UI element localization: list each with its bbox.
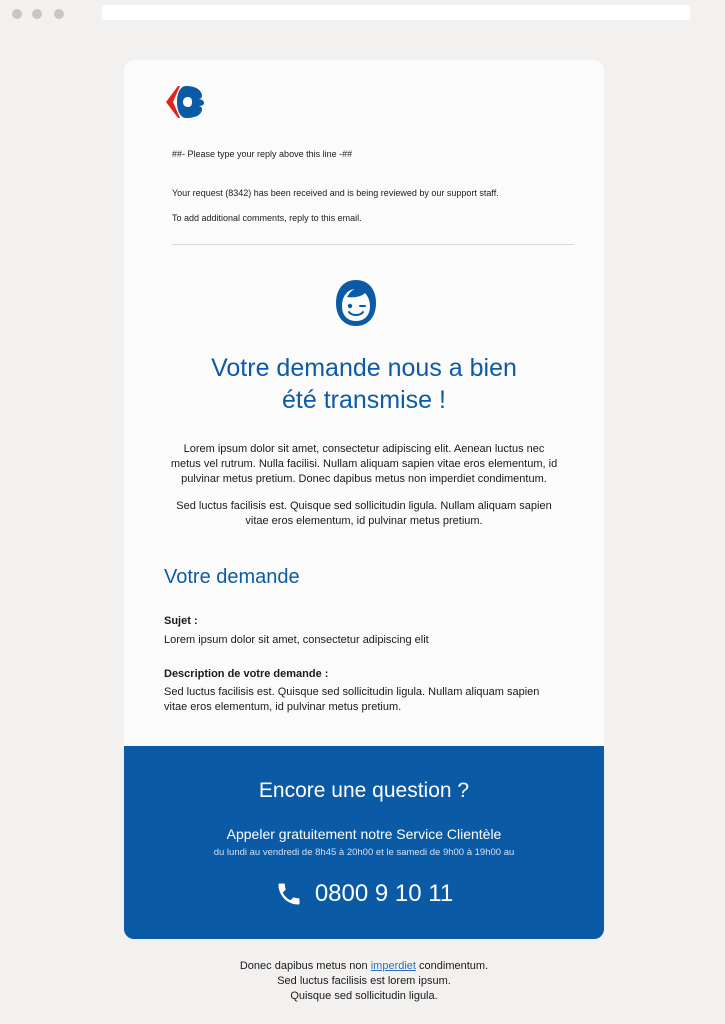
- bottom-line-2: Sed luctus facilisis est lorem ipsum.: [277, 975, 451, 987]
- description-value: [164, 685, 564, 715]
- contact-band: [124, 746, 604, 939]
- carrefour-logo: [164, 84, 220, 120]
- add-comments-text: To add additional comments, reply to this email.: [172, 213, 362, 223]
- reply-marker: ##- Please type your reply above this line -##: [172, 149, 353, 159]
- question-title: Encore une question ?: [258, 779, 470, 802]
- subject-label: Sujet :: [164, 615, 198, 627]
- address-bar[interactable]: [102, 5, 690, 20]
- intro-line-2: metus vel rutrum. Nulla facilisi. Nullam aliquam sapien vitae eros elementum, id: [170, 458, 558, 470]
- subject-value: Lorem ipsum dolor sit amet, consectetur adipiscing elit: [164, 634, 429, 646]
- opening-hours: du lundi au vendredi de 8h45 à 20h00 et le samedi de 9h00 à 19h00 au: [213, 847, 515, 858]
- headline-line-2: été transmise !: [282, 386, 446, 414]
- bottom-line-1-after: condimentum.: [415, 960, 489, 972]
- call-title: Appeler gratuitement notre Service Clientèle: [226, 826, 502, 842]
- window-minimize-dot[interactable]: [32, 9, 42, 19]
- bottom-line-1: [124, 959, 604, 974]
- divider: [172, 244, 574, 245]
- email-card: [124, 60, 604, 939]
- intro-line-3: pulvinar metus pretium. Donec dapibus metus non imperdiet condimentum.: [181, 473, 547, 485]
- window-maximize-dot[interactable]: [54, 9, 64, 19]
- window-close-dot[interactable]: [12, 9, 22, 19]
- second-paragraph: [156, 499, 572, 529]
- description-label: Description de votre demande :: [164, 668, 329, 680]
- smiley-face-icon: [335, 279, 377, 327]
- phone-row[interactable]: [124, 876, 604, 912]
- phone-icon: [275, 880, 303, 908]
- headline: [144, 352, 584, 416]
- bottom-line-3: Quisque sed sollicitudin ligula.: [290, 990, 438, 1002]
- request-received-text: Your request (8342) has been received and is being reviewed by our support staff.: [172, 188, 499, 198]
- intro-line-1: Lorem ipsum dolor sit amet, consectetur adipiscing elit. Aenean luctus nec: [183, 443, 545, 455]
- phone-number[interactable]: 0800 9 10 11: [314, 880, 454, 907]
- description-line-1: Sed luctus facilisis est. Quisque sed sollicitudin ligula. Nullam aliquam sapien: [164, 686, 540, 698]
- description-line-2: vitae eros elementum, id pulvinar metus pretium.: [164, 701, 402, 713]
- headline-line-1: Votre demande nous a bien: [211, 354, 517, 382]
- section-title: Votre demande: [164, 566, 300, 588]
- second-line-1: Sed luctus facilisis est. Quisque sed sollicitudin ligula. Nullam aliquam sapien: [176, 500, 552, 512]
- bottom-line-1-before: Donec dapibus metus non: [239, 960, 371, 972]
- second-line-2: vitae eros elementum, id pulvinar metus pretium.: [245, 515, 483, 527]
- bottom-footer-text: [124, 959, 604, 1004]
- intro-paragraph: [156, 442, 572, 487]
- imperdiet-link[interactable]: imperdiet: [370, 960, 416, 972]
- browser-chrome: [0, 0, 725, 28]
